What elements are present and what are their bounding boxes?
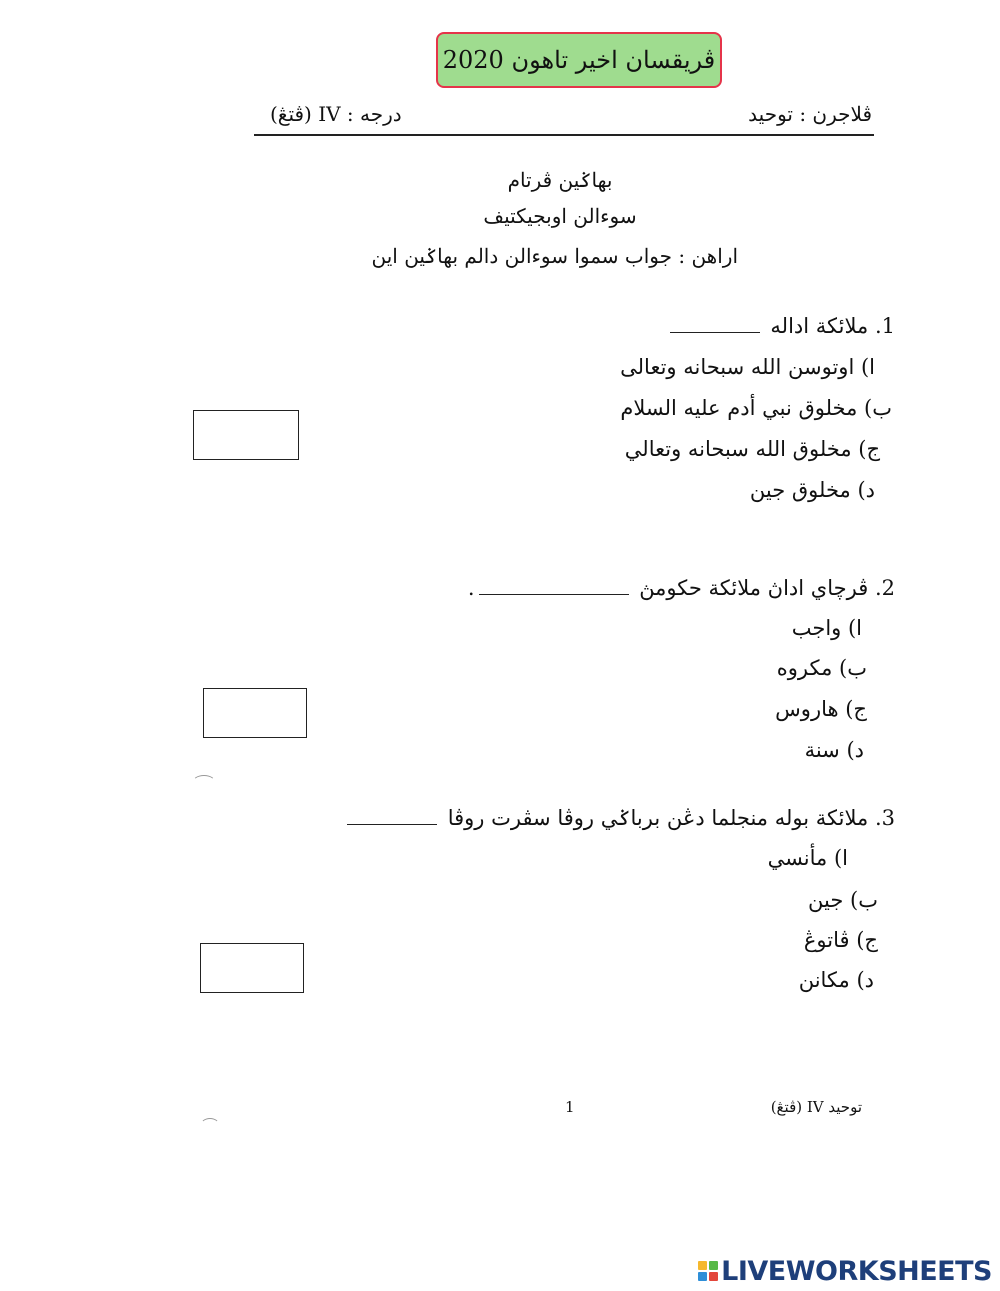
- question-number: 3.: [874, 806, 895, 830]
- title-badge: [436, 32, 722, 88]
- option-3a: ا) مأنسي: [767, 846, 848, 870]
- logo-square: [698, 1261, 707, 1270]
- page-number: 1: [565, 1098, 575, 1116]
- option-2d: د) سنة: [804, 738, 864, 762]
- section-subtitle: سوءالن اوبجيكتيف: [483, 204, 637, 228]
- header-divider: [254, 134, 874, 136]
- logo-square: [709, 1272, 718, 1281]
- option-2b: ب) مكروه: [776, 656, 867, 680]
- instruction-text: اراهن : جواب سموا سوءالن دالم بهاݢين اين: [371, 244, 738, 268]
- liveworksheets-logo: [698, 1254, 992, 1288]
- option-2c: ج) هاروس: [775, 697, 867, 721]
- logo-text: LIVEWORKSHEETS: [721, 1255, 992, 1287]
- question-text: ڤرچاي اداڽ ملائكة حكومڽ: [639, 576, 869, 600]
- liveworksheets-icon: [698, 1261, 718, 1281]
- footer-subject: توحيد IV (ڤتڠ): [770, 1098, 862, 1116]
- option-1c: ج) مخلوق الله سبحانه وتعالي: [624, 437, 880, 461]
- question-end: .: [467, 576, 475, 600]
- option-2a: ا) واجب: [791, 616, 862, 640]
- scan-mark: [192, 775, 216, 791]
- title-badge-text: ڤريقسان اخير تاهون 2020: [442, 46, 716, 74]
- question-3: [343, 806, 895, 830]
- question-number: 2.: [874, 576, 895, 600]
- answer-blank: [347, 823, 437, 825]
- header-grade: درجه : IV (ڤتڠ): [270, 102, 402, 126]
- header-subject: ڤلاجرن : توحيد: [748, 102, 872, 126]
- question-text: ملائكة اداله: [770, 314, 869, 338]
- answer-blank: [670, 331, 760, 333]
- option-1b: ب) مخلوق نبي أدم عليه السلام: [620, 396, 892, 420]
- option-3c: ج) ڤاتوڠ: [803, 928, 878, 952]
- option-3b: ب) جين: [808, 888, 878, 912]
- option-3d: د) مكانن: [798, 968, 874, 992]
- question-number: 1.: [874, 314, 895, 338]
- answer-box-3[interactable]: [200, 943, 304, 993]
- scan-mark: [200, 1118, 220, 1134]
- logo-square: [709, 1261, 718, 1270]
- section-title: بهاݢين ڤرتام: [507, 168, 613, 192]
- question-1: [666, 314, 895, 338]
- answer-box-2[interactable]: [203, 688, 307, 738]
- answer-box-1[interactable]: [193, 410, 299, 460]
- question-2: [468, 576, 895, 600]
- logo-square: [698, 1272, 707, 1281]
- question-text: ملائكة بوله منجلما دڠن برباݢي روڤا سڤرت روڤا: [447, 806, 869, 830]
- answer-blank: [479, 593, 629, 595]
- option-1a: ا) اوتوسن الله سبحانه وتعالى: [620, 355, 875, 379]
- option-1d: د) مخلوق جين: [749, 478, 875, 502]
